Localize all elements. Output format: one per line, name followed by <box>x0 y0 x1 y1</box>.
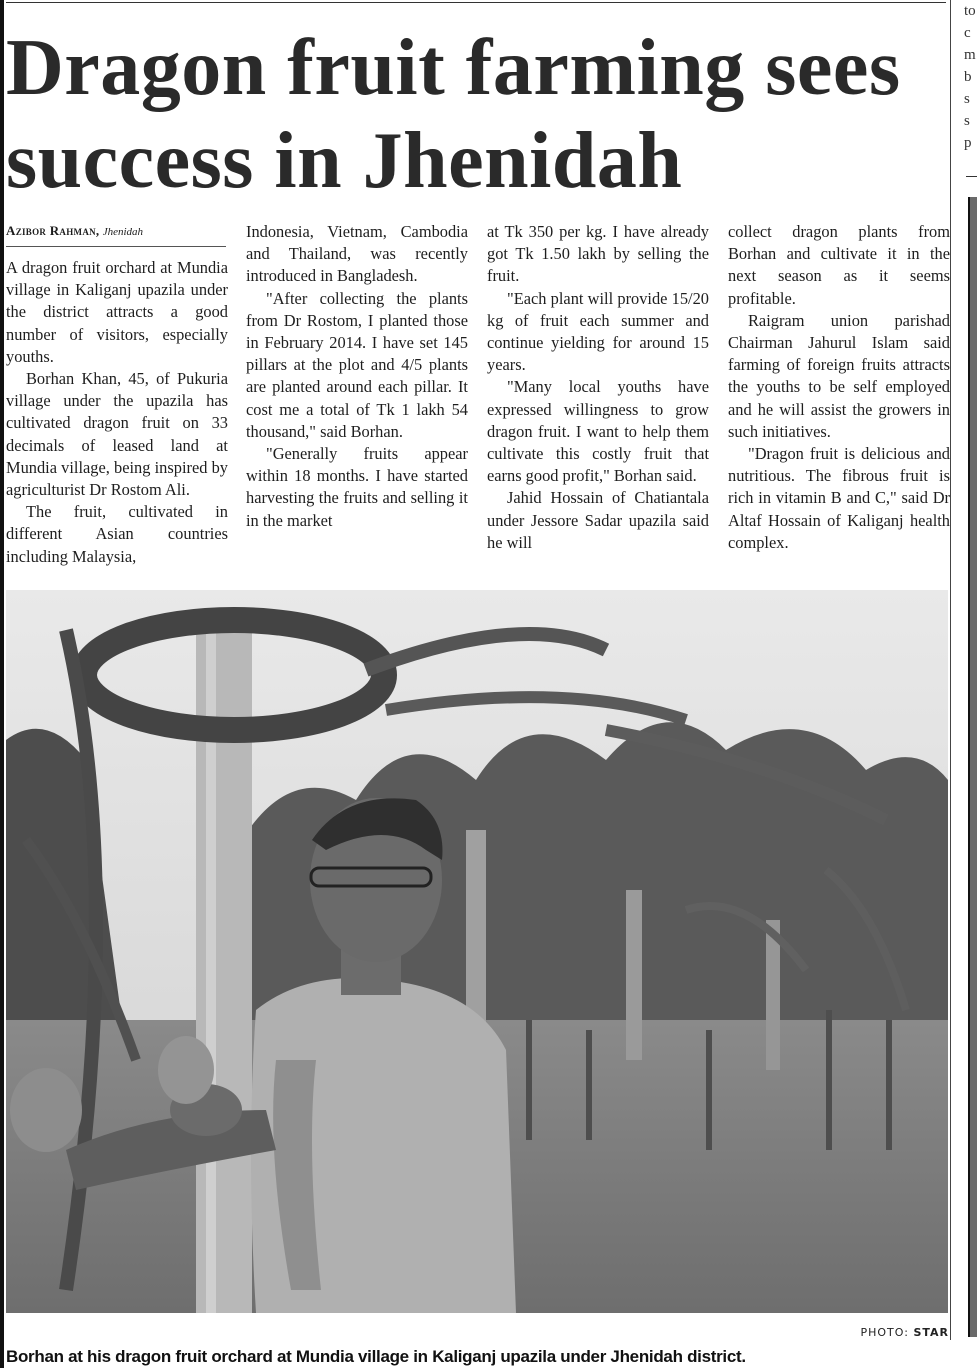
byline-author: Azibor Rahman, <box>6 223 100 238</box>
article-paragraph: "Generally fruits appear within 18 months. I have started harvesting the fruits and selling it in the market <box>246 444 468 530</box>
article-paragraph: "Dragon fruit is delicious and nutritious. The fibrous fruit is rich in vitamin B and C," said Dr Altaf Hossain of Kaliganj health complex. <box>728 444 950 552</box>
article-paragraph: "Many local youths have expressed willingness to grow dragon fruit. I want to help them cultivate this costly fruit that earns good profit," Borhan said. <box>487 377 709 486</box>
adjacent-article-edge <box>964 0 977 154</box>
article-paragraph: A dragon fruit orchard at Mundia village in Kaliganj upazila under the district attracts a good number of visitors, especially youths. <box>6 258 228 366</box>
article-paragraph: The fruit, cultivated in different Asian countries including Malaysia, <box>6 502 228 566</box>
headline: Dragon fruit farming sees success in Jhenidah <box>6 24 901 205</box>
article-paragraph: "Each plant will provide 15/20 kg of fruit each summer and continue yielding for around 15 years. <box>487 288 709 375</box>
adjacent-photo-edge <box>968 197 977 1337</box>
adjacent-fragment: m <box>964 47 976 63</box>
adjacent-fragment: s <box>964 91 970 107</box>
orchard-photo-illustration <box>6 590 948 1313</box>
article-column-3 <box>487 221 709 554</box>
article-paragraph: at Tk 350 per kg. I have already got Tk 1.50 lakh by selling the fruit. <box>487 222 709 286</box>
photo-credit <box>860 1326 949 1339</box>
top-rule <box>6 2 946 3</box>
article-paragraph: Raigram union parishad Chairman Jahurul Islam said farming of foreign fruits attracts the youths to be self employed and he will assist the growers in such initiatives. <box>728 310 950 441</box>
article-photo <box>6 590 948 1313</box>
article-column-2 <box>246 221 468 532</box>
article-paragraph: Indonesia, Vietnam, Cambodia and Thailand, was recently introduced in Bangladesh. <box>246 222 468 286</box>
article-paragraph: "After collecting the plants from Dr Rostom, I planted those in February 2014. I have set 145 pillars at the plot and 4/5 plants are planted around each pillar. It cost me a total of Tk 1 lakh 54 thousand," said Borhan. <box>246 288 468 441</box>
byline-location: Jhenidah <box>102 226 144 238</box>
photo-caption: Borhan at his dragon fruit orchard at Mundia village in Kaliganj upazila under Jhenidah district. <box>6 1347 746 1366</box>
article-paragraph: Borhan Khan, 45, of Pukuria village under the upazila has cultivated dragon fruit on 33 decimals of leased land at Mundia village, being inspired by agriculturist Dr Rostom Ali. <box>6 369 228 500</box>
adjacent-fragment: to <box>964 3 976 19</box>
article-paragraph: Jahid Hossain of Chatiantala under Jessore Sadar upazila said he will <box>487 488 709 552</box>
article-column-4 <box>728 221 950 554</box>
photo-credit-source: STAR <box>913 1326 949 1339</box>
adjacent-rule <box>966 176 977 177</box>
adjacent-fragment: b <box>964 69 972 85</box>
adjacent-fragment: c <box>964 25 971 41</box>
photo-credit-label: PHOTO: <box>860 1326 909 1339</box>
article-paragraph: collect dragon plants from Borhan and cultivate it in the next season as it seems profitable. <box>728 222 950 308</box>
byline <box>6 223 226 247</box>
adjacent-fragment: p <box>964 135 972 151</box>
page-left-edge <box>0 0 4 1368</box>
article-column-1 <box>6 257 228 568</box>
adjacent-fragment: s <box>964 113 970 129</box>
